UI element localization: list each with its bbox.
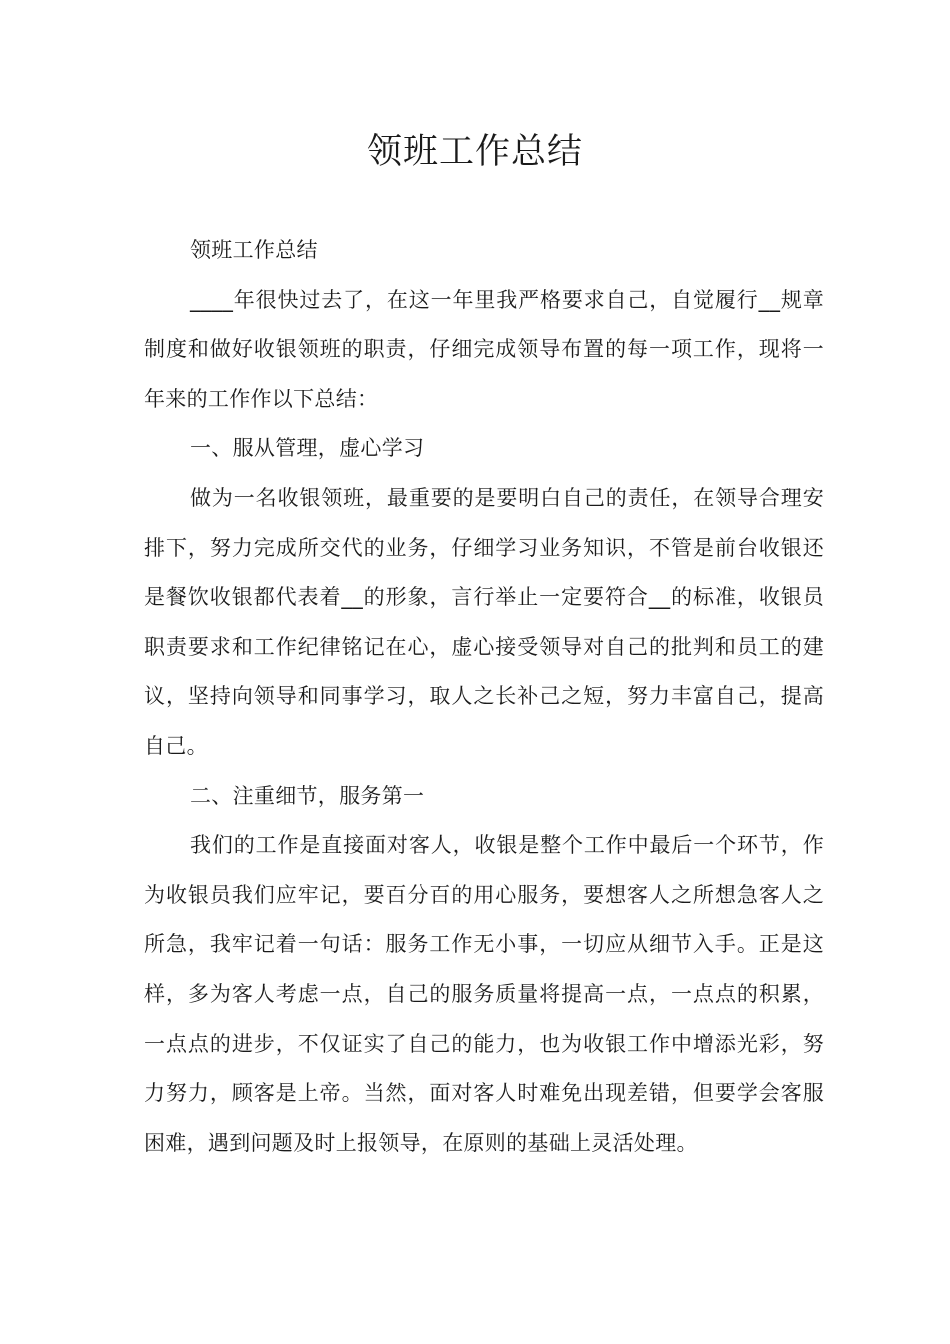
section-heading-2: 二、注重细节，服务第一 — [190, 783, 425, 808]
opening-title-paragraph: 领班工作总结 — [190, 238, 318, 262]
section-1-paragraph: 做为一名收银领班，最重要的是要明白自己的责任，在领导合理安排下，努力完成所交代的业务，仔细学习业务知识，不管是前台收银还是餐饮收银都代表着__的形象，言行举止一定要符合__的标准，收银员职责要求和工作纪律铭记在心，虚心接受领导对自己的批判和员工的建议，坚持向领导和同事学习，取人之长补己之短，努力丰富自己，提高自己。 — [144, 485, 824, 758]
intro-paragraph: ____年很快过去了，在这一年里我严格要求自己，自觉履行__规章制度和做好收银领班的职责，仔细完成领导布置的每一项工作，现将一年来的工作作以下总结： — [144, 287, 824, 411]
section-heading-1: 一、服从管理，虚心学习 — [190, 436, 425, 461]
document-title: 领班工作总结 — [366, 132, 583, 172]
section-2-paragraph: 我们的工作是直接面对客人，收银是整个工作中最后一个环节，作为收银员我们应牢记，要百分百的用心服务，要想客人之所想急客人之所急，我牢记着一句话：服务工作无小事，一切应从细节入手。正是这样，多为客人考虑一点，自己的服务质量将提高一点，一点点的积累，一点点的进步，不仅证实了自己的能力，也为收银工作中增添光彩，努力努力，顾客是上帝。当然，面对客人时难免出现差错，但要学会客服困难，遇到问题及时上报领导，在原则的基础上灵活处理。 — [144, 833, 824, 1155]
document-body — [144, 226, 824, 1168]
